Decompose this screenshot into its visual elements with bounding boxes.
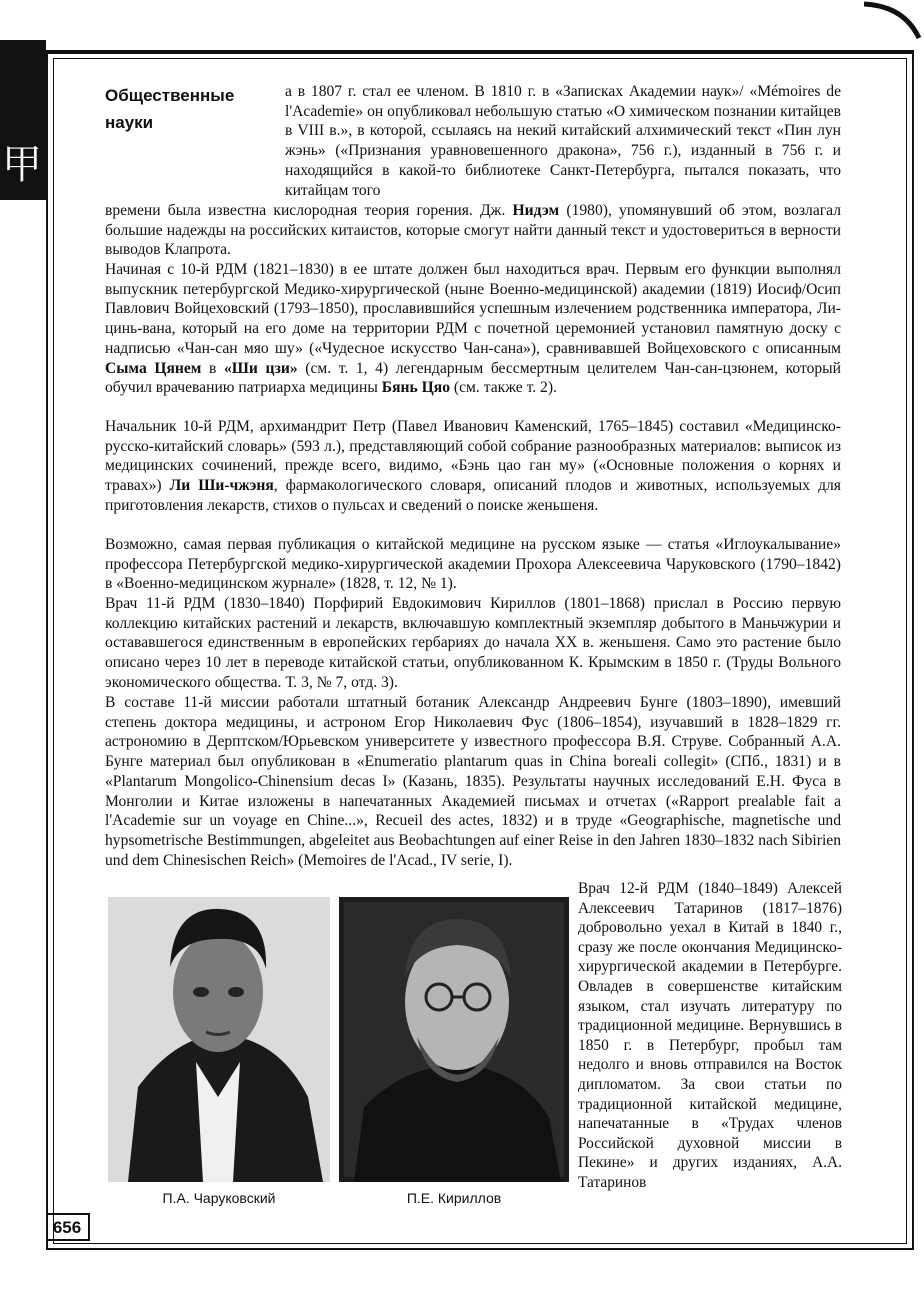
side-tab: [0, 40, 46, 200]
portrait-kirillov: [339, 897, 569, 1182]
name-nidem: Нидэм: [512, 202, 560, 219]
section-heading: Общественные науки: [105, 86, 235, 132]
paragraph-intro: а в 1807 г. стал ее членом. В 1810 г. в «Записках Академии наук»/ «Mémoires de l'Academie» он опубликовал небольшую статью «О химическом познании китайцев в VIII в.», в которой, ссылаясь на некий китайский алхимический текст «Пин лун жэнь» («Признания уравновешенного дракона», 756 г.), изданный в 756 г. и находящийся в какой-то библиотеке Санкт-Петербурга, пытался показать, что китайцам того: [285, 83, 841, 199]
name-bian-que: Бянь Цяо: [381, 379, 451, 397]
paragraph-voitsekhovsky: Начиная с 10-й РДМ (1821–1830) в ее штате должен был находиться врач. Первым его функции выполнял выпускник петербургской Медико-хирургической (ныне Военно-медицинской) академии (1819) Иосиф/Осип Павлович Войцеховский (1793–1850), прославившийся успешным излечением родственника императора, Ли-цинь-вана, который на его доме на территории РДМ с почетной церемонией установил памятную доску с надписью «Чан-сан мяо шу» («Чудесное искусство Чан-сана»), сравнивавшей Войцеховского с описанным Сыма Цянем в «Ши цзи» (см. т. 1, 4) легендарным бессмертным целителем Чан-сан-цзюнем, который обучил врачеванию патриарха медицины Бянь Цяо (см. также т. 2).: [105, 261, 841, 397]
paragraph-kirillov: Врач 11-й РДМ (1830–1840) Порфирий Евдокимович Кириллов (1801–1868) прислал в Россию первую коллекцию китайских растений и лекарств, включавшую комплектный экземпляр добытого в Маньчжурии и остававшегося единственным в европейских гербариях до начала XX в. женьшеня. Само это растение было описано через 10 лет в переводе китайской статьи, опубликованном К. Крымским в 1850 г. (Труды Вольного экономического общества. Т. 3, № 7, отд. 3).: [105, 595, 841, 691]
name-li-shizhen: Ли Ши-чжэня: [169, 477, 274, 495]
name-sima-qian: Сыма Цянем: [105, 359, 202, 377]
paragraph-petr: Начальник 10-й РДМ, архимандрит Петр (Павел Иванович Каменский, 1765–1845) составил «Медицинско-русско-китайский словарь» (593 л.), представляющий собой собрание разнообразных материалов: выписок из медицинских сочинений, прежде всего, видимо, «Бэнь цао ган му» («Основные положения о корнях и травах») Ли Ши-чжэня, фармакологического словаря, описаний плодов и животных, используемых для приготовления лекарств, стихов о пульсах и сведений о поиске женьшеня.: [105, 418, 841, 514]
caption-charukovsky: П.А. Чаруковский: [162, 1190, 276, 1206]
side-chinese-glyph: 甲: [2, 142, 42, 188]
portrait-charukovsky: [108, 897, 330, 1182]
paragraph-tatarinov: Врач 12-й РДМ (1840–1849) Алексей Алексеевич Татаринов (1817–1876) добровольно уехал в Китай в 1840 г., сразу же после окончания Медицинско-хирургической академии в Петербурге. Овладев в совершенстве китайским языком, стал изучать литературу по традиционной медицине. Вернувшись в 1850 г. в Петербург, пробыл там недолго и вновь отправился на Восток дипломатом. За свои статьи по традиционной китайской медицине, напечатанные в «Трудах членов Российской духовной миссии в Пекине» и других изданиях, А.А. Татаринов: [578, 880, 842, 1191]
paragraph-intro-continued: времени была известна кислородная теория горения. Дж. Нидэм (1980), упомянувший об этом, возлагал большие надежды на российских китаистов, которые смогут найти данный текст и удостовериться в верности выводов Клапрота.: [105, 202, 841, 259]
page-number: 656: [46, 1213, 90, 1241]
paragraph-bunge-fus: В составе 11-й миссии работали штатный ботаник Александр Андреевич Бунге (1803–1890), имевший степень доктора медицины, и астроном Егор Николаевич Фус (1806–1854), изучавший в 1828–1829 гг. астрономию в Дерптском/Юрьевском университете у известного профессора В.Я. Струве. Собранный А.А. Бунге материал был опубликован в «Enumeratio plantarum quas in China boreali collegit» (СПб., 1831) и в «Plantarum Mongolico-Chinensium decas I» (Казань, 1835). Результаты научных исследований Е.Н. Фуса в Монголии и Китае изложены в напечатанных Академией письмах и отчетах («Rapport prealable fait a l'Academie sur un voyage en Chine...», Recueil des actes, 1832) и в труде «Geographische, magnetische und hypsometrische Bestimmungen, abgeleitet aus Beobachtungen auf einer Reise in den Jahren 1830–1832 nach Sibirien und dem Chinesischen Reich» (Memoires de l'Acad., IV serie, I).: [105, 694, 841, 869]
paragraph-charukovsky: Возможно, самая первая публикация о китайской медицине на русском языке — статья «Иглоукалывание» профессора Петербургской медико-хирургической академии Прохора Алексеевича Чаруковского (1790–1842) в «Военно-медицинском журнале» (1828, т. 12, № 1).: [105, 536, 841, 593]
caption-kirillov: П.Е. Кириллов: [406, 1190, 502, 1206]
corner-decoration: [864, 0, 924, 40]
title-shi-ji: «Ши цзи»: [223, 359, 298, 377]
